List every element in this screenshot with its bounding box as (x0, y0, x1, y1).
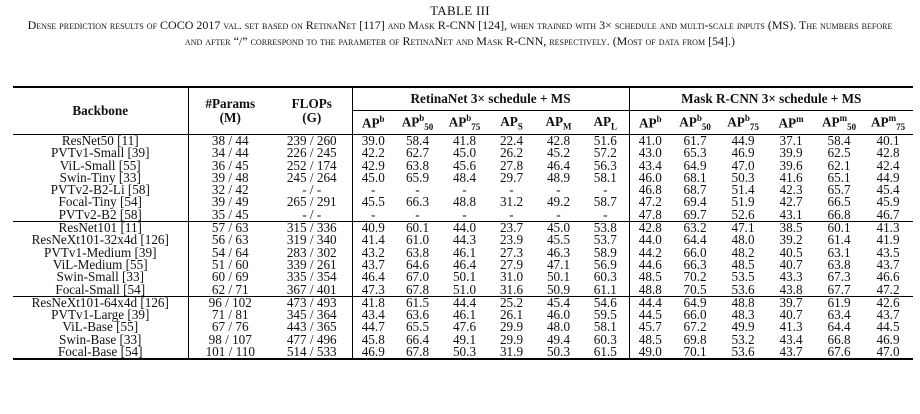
cell-backbone: Focal-Tiny [54] (13, 196, 188, 208)
header-ret-ap-m: $AP_M$ (535, 111, 582, 135)
cell-ret-ap-m: 49.4 (546, 331, 571, 347)
cell-mask-ap-m75: 45.4 (876, 182, 900, 198)
cell-mask-ap-m: 40.5 (779, 244, 803, 260)
cell-ret-ap-b50: 58.4 (394, 135, 441, 148)
cell-ret-ap-s: 26.1 (499, 307, 524, 323)
header-retinanet: RetinaNet 3× schedule + MS (352, 87, 629, 111)
cell-ret-ap-b75: 45.6 (452, 157, 477, 173)
cell-mask-ap-b50: 70.5 (683, 281, 707, 297)
cell-mask-ap-b50: 64.4 (683, 232, 707, 248)
cell-ret-ap-b75: 51.0 (452, 281, 477, 297)
cell-flops: 473 / 493 (272, 296, 352, 309)
cell-ret-ap-s: 27.8 (499, 157, 524, 173)
cell-mask-ap-m50: 64.4 (827, 319, 851, 335)
cell-mask-ap-b50: 66.3 (683, 256, 707, 272)
cell-ret-ap-s: 22.4 (488, 135, 535, 148)
cell-mask-ap-m50: 61.9 (815, 296, 863, 309)
cell-mask-ap-m75: 46.6 (876, 269, 900, 285)
cell-mask-ap-b75: 53.6 (719, 346, 767, 359)
cell-flops: 443 / 365 (272, 321, 352, 333)
header-maskrcnn: Mask R-CNN 3× schedule + MS (629, 87, 913, 111)
cell-ret-ap-l: 54.6 (582, 296, 629, 309)
cell-params: 96 / 102 (188, 296, 272, 309)
cell-mask-ap-m: 40.7 (779, 256, 803, 272)
cell-mask-ap-m75: 43.7 (876, 307, 900, 323)
cell-mask-ap-m: 43.8 (779, 281, 803, 297)
cell-ret-ap-m: 46.4 (546, 157, 571, 173)
cell-flops: 477 / 496 (272, 334, 352, 346)
cell-mask-ap-m50: 60.1 (815, 222, 863, 235)
cell-ret-ap-b50: 61.5 (394, 296, 441, 309)
cell-mask-ap-b75: 48.8 (719, 296, 767, 309)
cell-mask-ap-b: 48.5 (638, 331, 662, 347)
cell-mask-ap-b75: 48.3 (731, 307, 755, 323)
cell-ret-ap-l: 56.9 (582, 259, 629, 271)
cell-backbone: Swin-Base [33] (13, 334, 188, 346)
cell-params: 56 / 63 (211, 232, 249, 248)
cell-ret-ap-m: 46.3 (546, 244, 571, 260)
cell-ret-ap-s: 31.9 (488, 346, 535, 359)
cell-ret-ap-b: 43.2 (361, 244, 385, 260)
cell-backbone: ResNeXt101-32x4d [126] (13, 234, 188, 246)
cell-mask-ap-m75: 41.3 (863, 222, 913, 235)
cell-flops: 335 / 354 (272, 271, 352, 283)
cell-ret-ap-b75: - (462, 182, 467, 198)
cell-ret-ap-b75: 44.3 (452, 232, 477, 248)
cell-mask-ap-b50: 63.2 (671, 222, 719, 235)
cell-mask-ap-b75: 50.3 (731, 169, 755, 185)
header-ret-ap-s: $AP_S$ (488, 111, 535, 135)
cell-mask-ap-m75: 45.9 (876, 194, 900, 210)
cell-mask-ap-m75: 43.7 (876, 256, 900, 272)
cell-ret-ap-s: 29.9 (499, 331, 524, 347)
cell-mask-ap-b50: 69.8 (683, 331, 707, 347)
cell-params: 98 / 107 (208, 331, 252, 347)
cell-ret-ap-b75: 46.1 (452, 244, 477, 260)
cell-ret-ap-b: 45.5 (361, 194, 385, 210)
cell-flops: 514 / 533 (272, 346, 352, 359)
cell-flops: - / - (272, 209, 352, 222)
cell-ret-ap-l: 58.9 (582, 247, 629, 259)
cell-mask-ap-m50: 66.5 (827, 194, 851, 210)
cell-ret-ap-b50: 64.6 (405, 256, 430, 272)
cell-mask-ap-b: 48.5 (638, 269, 662, 285)
cell-mask-ap-b75: 51.9 (731, 194, 755, 210)
cell-backbone: ResNeXt101-64x4d [126] (13, 296, 188, 309)
cell-ret-ap-l: 58.1 (582, 172, 629, 184)
cell-ret-ap-b75: 46.4 (452, 256, 477, 272)
cell-ret-ap-m: 42.8 (535, 135, 582, 148)
header-ret-ap-l: $AP_L$ (582, 111, 629, 135)
results-table (13, 86, 913, 360)
header-mask-ap-m50: $AP^m_{50}$ (815, 111, 863, 135)
cell-mask-ap-b75: 53.2 (731, 331, 755, 347)
cell-flops: 252 / 174 (272, 160, 352, 172)
cell-mask-ap-b: 44.0 (638, 232, 662, 248)
cell-ret-ap-b50: 67.8 (394, 346, 441, 359)
cell-ret-ap-m: 50.3 (535, 346, 582, 359)
cell-ret-ap-b75: 44.0 (441, 222, 488, 235)
cell-ret-ap-b50: 67.8 (405, 281, 430, 297)
cell-params: 67 / 76 (211, 319, 249, 335)
cell-mask-ap-m: 39.6 (779, 157, 803, 173)
cell-ret-ap-s: 23.7 (488, 222, 535, 235)
cell-mask-ap-m50: 66.8 (827, 331, 851, 347)
cell-backbone: PVTv1-Medium [39] (13, 247, 188, 259)
cell-backbone: ResNet50 [11] (13, 135, 188, 148)
cell-mask-ap-b: 43.4 (638, 157, 662, 173)
table-row (13, 346, 913, 359)
cell-mask-ap-b50: 70.2 (683, 269, 707, 285)
cell-flops: 339 / 261 (272, 259, 352, 271)
cell-mask-ap-b75: 53.6 (731, 281, 755, 297)
cell-ret-ap-b75: 47.6 (452, 319, 477, 335)
cell-ret-ap-b75: 50.1 (452, 269, 477, 285)
cell-mask-ap-m75: 46.7 (876, 206, 900, 222)
cell-mask-ap-m50: 63.8 (827, 256, 851, 272)
cell-ret-ap-b50: 66.4 (405, 331, 430, 347)
cell-mask-ap-m: 39.2 (779, 232, 803, 248)
cell-mask-ap-b: 44.6 (638, 256, 662, 272)
cell-ret-ap-s: 25.2 (488, 296, 535, 309)
cell-mask-ap-b75: 46.9 (731, 145, 755, 161)
cell-params: 62 / 71 (211, 281, 249, 297)
cell-mask-ap-b50: 68.1 (683, 169, 707, 185)
cell-mask-ap-b50: 69.4 (683, 194, 707, 210)
cell-ret-ap-b75: 48.4 (452, 169, 477, 185)
cell-mask-ap-m: 40.7 (779, 307, 803, 323)
cell-flops: 283 / 302 (272, 247, 352, 259)
header-ret-ap-b75: $AP^b_{75}$ (441, 111, 488, 135)
cell-ret-ap-b: 46.9 (352, 346, 394, 359)
cell-mask-ap-b: 44.4 (629, 296, 671, 309)
cell-params: 71 / 81 (211, 307, 249, 323)
cell-ret-ap-b: 39.0 (352, 135, 394, 148)
cell-ret-ap-l: 59.5 (582, 309, 629, 321)
cell-ret-ap-b: 45.0 (361, 169, 385, 185)
cell-mask-ap-b50: 64.9 (683, 157, 707, 173)
cell-mask-ap-b: 47.8 (638, 206, 662, 222)
cell-ret-ap-l: 60.3 (582, 334, 629, 346)
header-mask-ap-b75: $AP^b_{75}$ (719, 111, 767, 135)
cell-params: 36 / 45 (211, 157, 249, 173)
cell-mask-ap-b50: 61.7 (671, 135, 719, 148)
cell-ret-ap-b50: 63.8 (405, 157, 430, 173)
cell-ret-ap-b: 43.7 (361, 256, 385, 272)
cell-params: 101 / 110 (188, 346, 272, 359)
cell-flops: 239 / 260 (272, 135, 352, 148)
cell-ret-ap-l: 53.8 (582, 222, 629, 235)
cell-mask-ap-b50: 65.3 (683, 145, 707, 161)
header-mask-ap-b: $AP^b$ (629, 111, 671, 135)
header-params (188, 87, 272, 135)
cell-mask-ap-b50: 66.0 (683, 307, 707, 323)
cell-flops: 315 / 336 (272, 222, 352, 235)
cell-ret-ap-b: - (371, 206, 376, 222)
cell-mask-ap-m50: 65.7 (827, 182, 851, 198)
cell-ret-ap-b50: - (415, 206, 420, 222)
cell-mask-ap-m: 38.5 (767, 222, 815, 235)
cell-params: 39 / 48 (211, 169, 249, 185)
cell-ret-ap-l: - (582, 209, 629, 222)
cell-ret-ap-l: 61.1 (582, 284, 629, 297)
cell-ret-ap-m: 48.9 (546, 169, 571, 185)
header-ret-ap-b50: $AP^b_{50}$ (394, 111, 441, 135)
cell-params: 51 / 60 (211, 256, 249, 272)
header-flops-unit: (G) (302, 110, 322, 125)
cell-ret-ap-l: 53.7 (582, 234, 629, 246)
cell-flops: - / - (272, 184, 352, 196)
cell-ret-ap-b50: 67.0 (405, 269, 430, 285)
cell-mask-ap-m: 43.4 (779, 331, 803, 347)
cell-mask-ap-m: 41.3 (779, 319, 803, 335)
cell-ret-ap-m: 45.2 (546, 145, 571, 161)
cell-ret-ap-l: 60.3 (582, 271, 629, 283)
cell-ret-ap-b50: 60.1 (394, 222, 441, 235)
cell-mask-ap-b50: 64.9 (671, 296, 719, 309)
cell-mask-ap-m50: 58.4 (815, 135, 863, 148)
cell-ret-ap-m: 50.9 (546, 281, 571, 297)
cell-mask-ap-m75: 44.5 (876, 319, 900, 335)
cell-flops: 245 / 264 (272, 172, 352, 184)
cell-mask-ap-b50: 67.2 (683, 319, 707, 335)
cell-ret-ap-b50: 61.0 (405, 232, 430, 248)
cell-ret-ap-s: - (509, 206, 514, 222)
header-mask-ap-b50: $AP^b_{50}$ (671, 111, 719, 135)
cell-ret-ap-b50: 63.8 (405, 244, 430, 260)
cell-backbone: Focal-Base [54] (13, 346, 188, 359)
cell-mask-ap-b: 41.0 (629, 135, 671, 148)
cell-ret-ap-b: 41.4 (361, 232, 385, 248)
cell-ret-ap-b50: - (415, 182, 420, 198)
cell-ret-ap-l: 58.7 (582, 196, 629, 208)
cell-ret-ap-s: 23.9 (499, 232, 524, 248)
cell-ret-ap-b50: 66.3 (405, 194, 430, 210)
table-label: TABLE III (430, 3, 490, 18)
header-row-1 (13, 87, 913, 111)
cell-ret-ap-s: 29.7 (499, 169, 524, 185)
cell-mask-ap-m50: 65.1 (827, 169, 851, 185)
cell-mask-ap-b: 49.0 (629, 346, 671, 359)
cell-ret-ap-b50: 65.5 (405, 319, 430, 335)
cell-mask-ap-m: 37.1 (767, 135, 815, 148)
cell-ret-ap-b75: 41.8 (441, 135, 488, 148)
cell-ret-ap-l: 61.5 (582, 346, 629, 359)
header-params-unit: (M) (219, 110, 241, 125)
cell-ret-ap-m: 45.5 (546, 232, 571, 248)
header-ret-ap-b: $AP^b$ (352, 111, 394, 135)
cell-mask-ap-b50: 68.7 (683, 182, 707, 198)
cell-mask-ap-b50: 70.1 (671, 346, 719, 359)
cell-ret-ap-m: 50.1 (546, 269, 571, 285)
cell-backbone: ViL-Medium [55] (13, 259, 188, 271)
cell-mask-ap-m: 43.3 (779, 269, 803, 285)
cell-flops: 319 / 340 (272, 234, 352, 246)
cell-mask-ap-m75: 42.8 (876, 145, 900, 161)
cell-ret-ap-b75: 48.8 (452, 194, 477, 210)
cell-mask-ap-m50: 67.3 (827, 269, 851, 285)
cell-mask-ap-b75: 51.4 (731, 182, 755, 198)
cell-mask-ap-b: 46.8 (638, 182, 662, 198)
header-params-label: #Params (205, 96, 256, 111)
cell-ret-ap-s: 27.3 (499, 244, 524, 260)
cell-mask-ap-m50: 61.4 (827, 232, 851, 248)
cell-backbone: Swin-Tiny [33] (13, 172, 188, 184)
cell-ret-ap-m: 45.4 (535, 296, 582, 309)
cell-ret-ap-b: 40.9 (352, 222, 394, 235)
cell-flops: 367 / 401 (272, 284, 352, 297)
cell-mask-ap-m75: 40.1 (863, 135, 913, 148)
cell-ret-ap-s: 29.9 (499, 319, 524, 335)
cell-flops: 226 / 245 (272, 147, 352, 159)
cell-params: 39 / 49 (211, 194, 249, 210)
cell-ret-ap-m: 45.0 (535, 222, 582, 235)
cell-ret-ap-m: 48.0 (546, 319, 571, 335)
cell-backbone: ResNet101 [11] (13, 222, 188, 235)
cell-ret-ap-b: 46.4 (361, 269, 385, 285)
header-flops (272, 87, 352, 135)
cell-mask-ap-m: 42.7 (779, 194, 803, 210)
cell-mask-ap-b: 45.7 (638, 319, 662, 335)
cell-ret-ap-s: 31.6 (499, 281, 524, 297)
cell-ret-ap-s: 27.9 (499, 256, 524, 272)
cell-ret-ap-s: 26.2 (499, 145, 524, 161)
cell-mask-ap-b75: 53.5 (731, 269, 755, 285)
table-body (13, 135, 913, 360)
cell-backbone: ViL-Base [55] (13, 321, 188, 333)
cell-mask-ap-m75: 47.0 (863, 346, 913, 359)
cell-backbone: PVTv2-B2 [58] (13, 209, 188, 222)
cell-params: 57 / 63 (188, 222, 272, 235)
cell-flops: 265 / 291 (272, 196, 352, 208)
cell-ret-ap-l: 57.2 (582, 147, 629, 159)
header-mask-ap-m: $AP^m$ (767, 111, 815, 135)
cell-params: 54 / 64 (211, 244, 249, 260)
cell-mask-ap-b75: 48.0 (731, 232, 755, 248)
cell-mask-ap-m: 43.7 (767, 346, 815, 359)
cell-mask-ap-b50: 66.0 (683, 244, 707, 260)
cell-ret-ap-l: 51.6 (582, 135, 629, 148)
cell-mask-ap-b75: 47.0 (731, 157, 755, 173)
cell-ret-ap-b: 43.4 (361, 307, 385, 323)
cell-mask-ap-m50: 62.5 (827, 145, 851, 161)
cell-mask-ap-b: 46.0 (638, 169, 662, 185)
cell-ret-ap-l: 58.1 (582, 321, 629, 333)
cell-params: 34 / 44 (211, 145, 249, 161)
cell-ret-ap-b50: 65.9 (405, 169, 430, 185)
cell-ret-ap-b75: - (462, 206, 467, 222)
cell-mask-ap-m: 39.9 (779, 145, 803, 161)
cell-ret-ap-b: - (371, 182, 376, 198)
header-mask-ap-m75: $AP^m_{75}$ (863, 111, 913, 135)
cell-ret-ap-b: 44.7 (361, 319, 385, 335)
cell-mask-ap-b75: 47.1 (719, 222, 767, 235)
cell-mask-ap-m: 43.1 (779, 206, 803, 222)
cell-mask-ap-b: 43.0 (638, 145, 662, 161)
cell-mask-ap-b75: 49.9 (731, 319, 755, 335)
cell-mask-ap-m50: 62.1 (827, 157, 851, 173)
cell-ret-ap-b: 47.3 (361, 281, 385, 297)
cell-ret-ap-m: 47.1 (546, 256, 571, 272)
cell-mask-ap-m50: 67.7 (827, 281, 851, 297)
cell-ret-ap-s: 31.0 (499, 269, 524, 285)
cell-params: 35 / 45 (211, 206, 249, 222)
cell-mask-ap-m75: 44.9 (876, 169, 900, 185)
cell-ret-ap-b: 45.8 (361, 331, 385, 347)
table-caption: Dense prediction results of COCO 2017 val. set based on RetinaNet [117] and Mask R-CNN [124], when trained with 3× schedule and multi-scale inputs (MS). The numbers before and after “/” correspond to the parameter of RetinaNet and Mask R-CNN, respectively. (Most of data from [54].) (27, 18, 893, 48)
cell-ret-ap-m: - (556, 182, 561, 198)
cell-ret-ap-m: 46.0 (546, 307, 571, 323)
cell-mask-ap-m: 39.7 (767, 296, 815, 309)
cell-backbone: PVTv1-Large [39] (13, 309, 188, 321)
cell-backbone: PVTv1-Small [39] (13, 147, 188, 159)
cell-params: 60 / 69 (211, 269, 249, 285)
cell-backbone: Focal-Small [54] (13, 284, 188, 297)
cell-mask-ap-b75: 52.6 (731, 206, 755, 222)
cell-backbone: PVTv2-B2-Li [58] (13, 184, 188, 196)
cell-ret-ap-b75: 50.3 (441, 346, 488, 359)
cell-mask-ap-m75: 41.9 (876, 232, 900, 248)
cell-params: 38 / 44 (188, 135, 272, 148)
cell-mask-ap-b75: 44.9 (719, 135, 767, 148)
cell-mask-ap-b: 48.8 (638, 281, 662, 297)
cell-mask-ap-b: 42.8 (629, 222, 671, 235)
cell-mask-ap-b: 47.2 (638, 194, 662, 210)
cell-mask-ap-m75: 43.5 (876, 244, 900, 260)
cell-ret-ap-b75: 46.1 (452, 307, 477, 323)
cell-params: 32 / 42 (211, 182, 249, 198)
cell-ret-ap-b: 42.2 (361, 145, 385, 161)
cell-mask-ap-m50: 67.6 (815, 346, 863, 359)
cell-mask-ap-b75: 48.5 (731, 256, 755, 272)
cell-ret-ap-b50: 63.6 (405, 307, 430, 323)
cell-mask-ap-b: 44.5 (638, 307, 662, 323)
cell-mask-ap-m50: 66.8 (827, 206, 851, 222)
cell-ret-ap-s: - (509, 182, 514, 198)
cell-mask-ap-b: 44.2 (638, 244, 662, 260)
cell-mask-ap-m50: 63.4 (827, 307, 851, 323)
cell-ret-ap-b: 42.9 (361, 157, 385, 173)
cell-mask-ap-b50: 69.7 (683, 206, 707, 222)
cell-ret-ap-b75: 44.4 (441, 296, 488, 309)
cell-mask-ap-m75: 46.9 (876, 331, 900, 347)
cell-backbone: Swin-Small [33] (13, 271, 188, 283)
cell-mask-ap-m: 41.6 (779, 169, 803, 185)
cell-backbone: ViL-Small [55] (13, 160, 188, 172)
cell-mask-ap-m75: 42.4 (876, 157, 900, 173)
cell-ret-ap-m: 49.2 (546, 194, 571, 210)
cell-ret-ap-l: 56.3 (582, 160, 629, 172)
cell-mask-ap-m50: 63.1 (827, 244, 851, 260)
cell-mask-ap-b75: 48.2 (731, 244, 755, 260)
cell-ret-ap-s: 31.2 (499, 194, 524, 210)
header-backbone: Backbone (13, 87, 188, 135)
cell-mask-ap-m: 42.3 (779, 182, 803, 198)
header-flops-label: FLOPs (291, 96, 332, 111)
cell-mask-ap-m75: 42.6 (863, 296, 913, 309)
cell-ret-ap-b50: 62.7 (405, 145, 430, 161)
cell-ret-ap-b: 41.8 (352, 296, 394, 309)
cell-ret-ap-l: - (582, 184, 629, 196)
cell-ret-ap-m: - (556, 206, 561, 222)
cell-ret-ap-b75: 45.0 (452, 145, 477, 161)
cell-ret-ap-b75: 49.1 (452, 331, 477, 347)
cell-mask-ap-m75: 47.2 (876, 281, 900, 297)
cell-flops: 345 / 364 (272, 309, 352, 321)
